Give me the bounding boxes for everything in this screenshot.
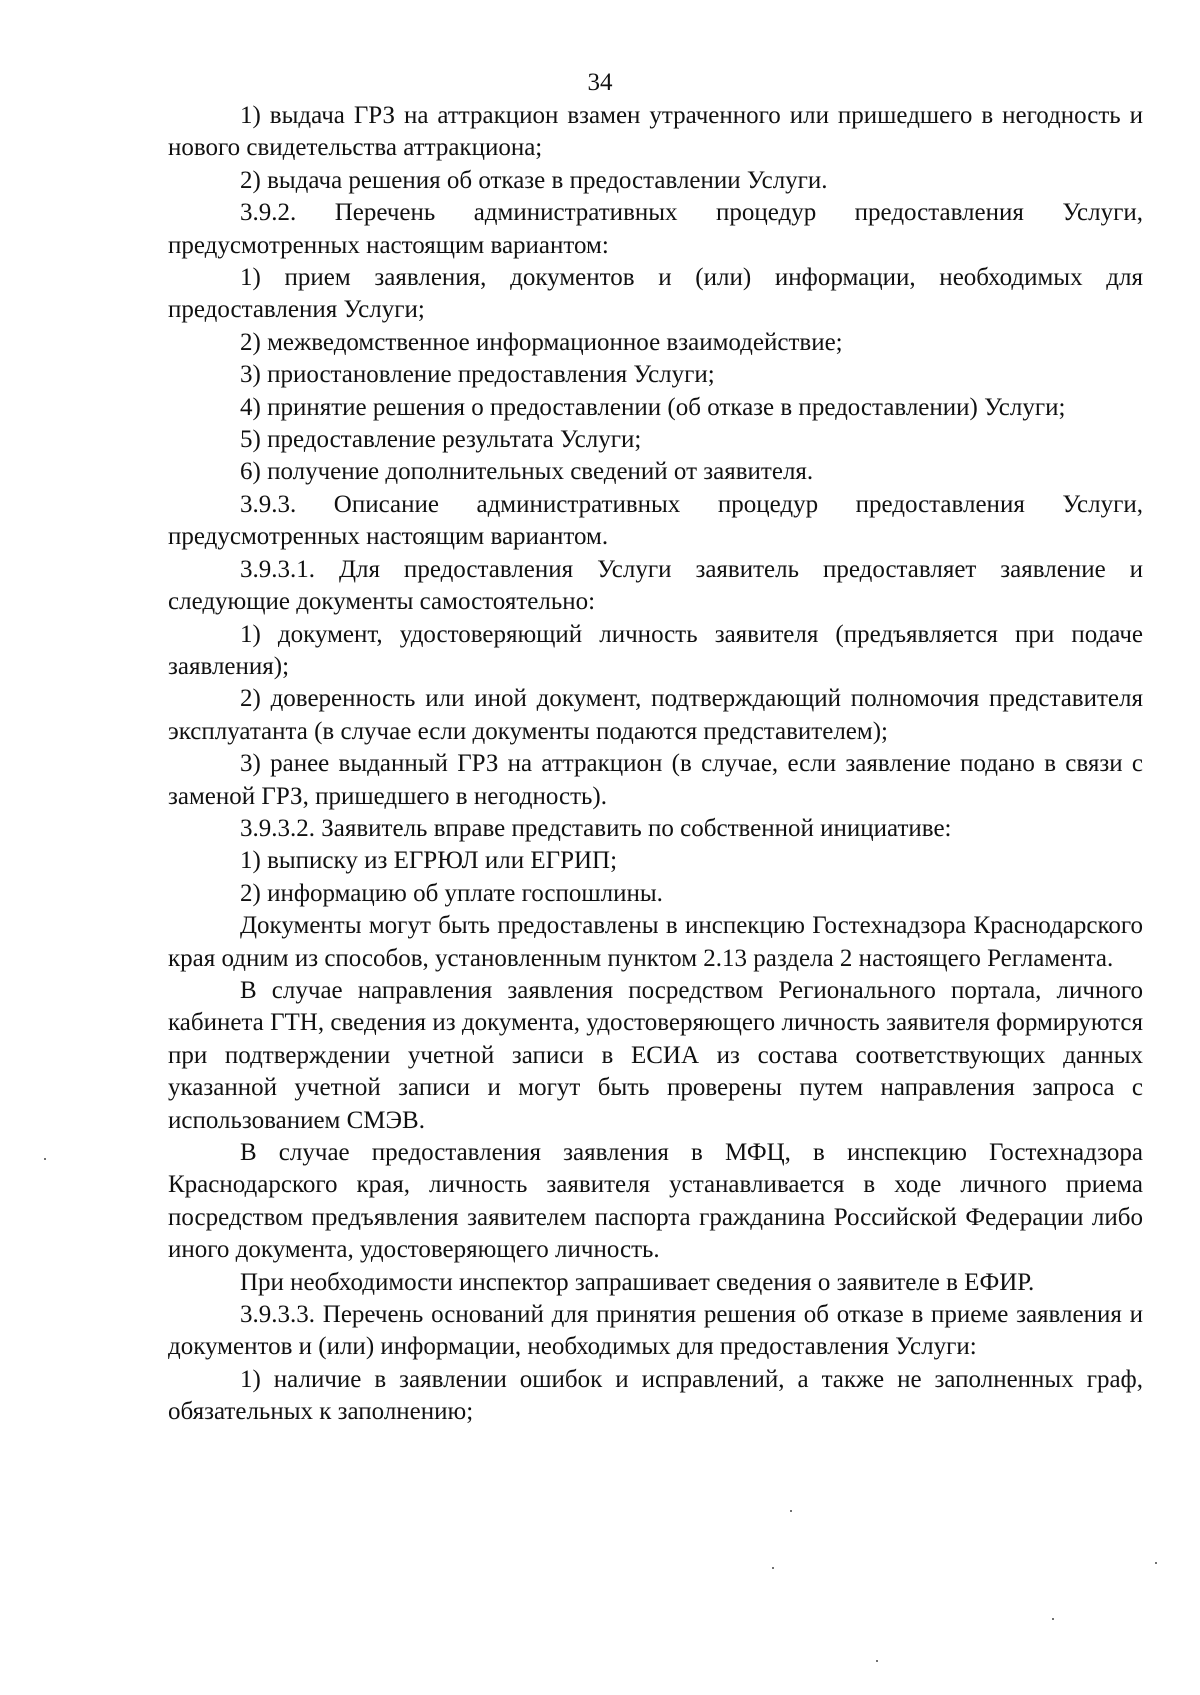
scan-speck [790, 1510, 792, 1512]
scan-speck [1155, 1562, 1157, 1564]
paragraph: 2) доверенность или иной документ, подтверждающий полномочия представителя эксплуатанта (в случае если документы подаются представителем); [168, 685, 1143, 745]
paragraph: 3.9.3.3. Перечень оснований для принятия решения об отказе в приеме заявления и документов и (или) информации, необходимых для предоставления Услуги: [168, 1301, 1143, 1361]
paragraph: 1) наличие в заявлении ошибок и исправлений, а также не заполненных граф, обязательных к заполнению; [168, 1365, 1143, 1426]
paragraph: 2) выдача решения об отказе в предоставлении Услуги. [240, 166, 828, 194]
scan-speck [44, 1158, 46, 1160]
paragraph: 1) выдача ГРЗ на аттракцион взамен утраченного или пришедшего в негодность и нового свидетельства аттракциона; [168, 102, 1143, 162]
paragraph: В случае предоставления заявления в МФЦ, в инспекцию Гостехнадзора Краснодарского края, личность заявителя устанавливается в ходе личного приема посредством предъявления заявителем паспорта гражданина Российской Федерации либо иного документа, удостоверяющего личность. [168, 1139, 1143, 1264]
paragraph: 2) информацию об уплате госпошлины. [240, 879, 663, 907]
scan-speck [1052, 1618, 1054, 1620]
paragraph: 2) межведомственное информационное взаимодействие; [240, 328, 843, 356]
paragraph: 6) получение дополнительных сведений от заявителя. [240, 458, 814, 486]
paragraph: 1) прием заявления, документов и (или) информации, необходимых для предоставления Услуги; [168, 264, 1143, 324]
paragraph: В случае направления заявления посредством Регионального портала, личного кабинета ГТН, сведения из документа, удостоверяющего личность заявителя формируются при подтверждении учетной записи в ЕСИА из состава соответствующих данных указанной учетной записи и могут быть проверены путем направления запроса с использованием СМЭВ. [168, 976, 1143, 1134]
paragraph: 3) приостановление предоставления Услуги; [240, 361, 715, 389]
paragraph: 5) предоставление результата Услуги; [240, 426, 642, 454]
scan-speck [772, 1567, 774, 1569]
paragraph: 1) документ, удостоверяющий личность заявителя (предъявляется при подаче заявления); [168, 620, 1143, 680]
paragraph: 4) принятие решения о предоставлении (об отказе в предоставлении) Услуги; [240, 393, 1066, 421]
paragraph: 3.9.2. Перечень административных процедур предоставления Услуги, предусмотренных настоящим вариантом: [168, 199, 1143, 259]
paragraph: При необходимости инспектор запрашивает сведения о заявителе в ЕФИР. [240, 1268, 1035, 1296]
paragraph: Документы могут быть предоставлены в инспекцию Гостехнадзора Краснодарского края одним из способов, установленным пунктом 2.13 раздела 2 настоящего Регламента. [168, 912, 1143, 972]
scan-speck [876, 1660, 878, 1662]
paragraph: 3) ранее выданный ГРЗ на аттракцион (в случае, если заявление подано в связи с заменой ГРЗ, пришедшего в негодность). [168, 750, 1143, 810]
paragraph: 1) выписку из ЕГРЮЛ или ЕГРИП; [240, 847, 618, 875]
page-number: 34 [587, 69, 613, 96]
paragraph: 3.9.3. Описание административных процедур предоставления Услуги, предусмотренных настоящим вариантом. [168, 490, 1143, 551]
paragraph: 3.9.3.2. Заявитель вправе представить по собственной инициативе: [240, 814, 952, 842]
paragraph: 3.9.3.1. Для предоставления Услуги заявитель предоставляет заявление и следующие документы самостоятельно: [168, 555, 1143, 616]
document-body [168, 100, 1143, 1429]
